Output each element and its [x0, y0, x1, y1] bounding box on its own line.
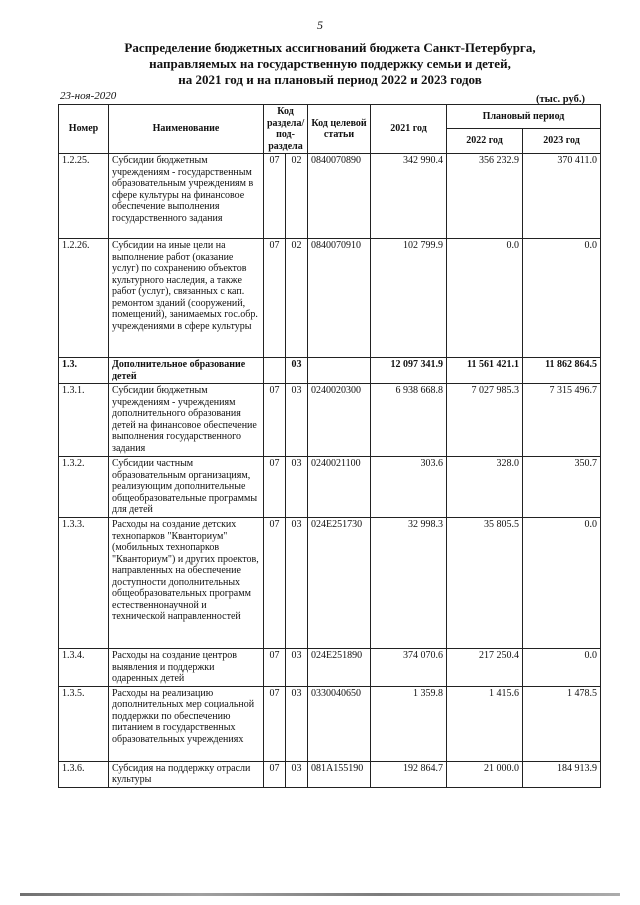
header-article: Код целевой статьи — [308, 105, 371, 154]
row-section: 07 — [264, 154, 286, 239]
row-name: Расходы на создание детских технопарков "Кванториум" (мобильных технопарков "Кванториум") и других проектов, направленных на обеспечение доступности дополнительных общеобразовательных программ естественнонаучной и технической направленностей — [109, 518, 264, 649]
title-line-1: Распределение бюджетных ассигнований бюджета Санкт-Петербурга, — [124, 40, 536, 55]
row-name: Субсидии частным образовательным организациям, реализующим дополнительные общеобразовательные программы для детей — [109, 457, 264, 518]
row-section: 07 — [264, 649, 286, 687]
row-value-2021: 1 359.8 — [371, 686, 447, 761]
row-article: 0840070910 — [308, 239, 371, 358]
scan-edge-line — [20, 893, 620, 896]
row-article: 0240021100 — [308, 457, 371, 518]
row-value-2022: 1 415.6 — [447, 686, 523, 761]
document-date: 23-ноя-2020 — [60, 90, 117, 102]
row-article: 0330040650 — [308, 686, 371, 761]
row-article: 0840070890 — [308, 154, 371, 239]
row-value-2023: 0.0 — [523, 239, 601, 358]
row-name: Субсидии на иные цели на выполнение работ (оказание услуг) по сохранению объектов культурного наследия, а также работ (услуг), связанных с кап. ремонтом зданий (сооружений, помещений), занимаемых гос.обр. учреждениями в сфере культуры — [109, 239, 264, 358]
row-value-2021: 6 938 668.8 — [371, 384, 447, 457]
row-number: 1.3.1. — [59, 384, 109, 457]
row-subsection: 03 — [286, 384, 308, 457]
header-planned-period: Плановый период — [447, 105, 601, 129]
row-value-2023: 370 411.0 — [523, 154, 601, 239]
row-section: 07 — [264, 457, 286, 518]
row-section: 07 — [264, 518, 286, 649]
document-title — [60, 40, 600, 88]
row-value-2023: 1 478.5 — [523, 686, 601, 761]
header-section: Код раздела/ под-раздела — [264, 105, 308, 154]
row-number: 1.2.26. — [59, 239, 109, 358]
row-number: 1.3.5. — [59, 686, 109, 761]
row-section: 07 — [264, 384, 286, 457]
row-value-2021: 32 998.3 — [371, 518, 447, 649]
table-row — [59, 239, 601, 358]
header-number: Номер — [59, 105, 109, 154]
row-number: 1.3.6. — [59, 761, 109, 787]
table-row — [59, 686, 601, 761]
row-value-2022: 217 250.4 — [447, 649, 523, 687]
table-row — [59, 518, 601, 649]
header-name: Наименование — [109, 105, 264, 154]
page-number: 5 — [317, 18, 323, 32]
title-line-2: направляемых на государственную поддержку семьи и детей, — [149, 56, 511, 71]
row-subsection: 03 — [286, 649, 308, 687]
row-value-2023: 7 315 496.7 — [523, 384, 601, 457]
table-row-section-total — [59, 358, 601, 384]
row-subsection: 03 — [286, 358, 308, 384]
row-value-2022: 21 000.0 — [447, 761, 523, 787]
table-row — [59, 154, 601, 239]
row-section: 07 — [264, 686, 286, 761]
row-value-2023: 0.0 — [523, 518, 601, 649]
row-value-2023: 350.7 — [523, 457, 601, 518]
row-value-2023: 11 862 864.5 — [523, 358, 601, 384]
row-article — [308, 358, 371, 384]
row-value-2023: 0.0 — [523, 649, 601, 687]
row-value-2021: 374 070.6 — [371, 649, 447, 687]
row-value-2021: 192 864.7 — [371, 761, 447, 787]
row-subsection: 03 — [286, 761, 308, 787]
row-value-2021: 12 097 341.9 — [371, 358, 447, 384]
row-subsection: 02 — [286, 239, 308, 358]
row-value-2022: 35 805.5 — [447, 518, 523, 649]
row-number: 1.2.25. — [59, 154, 109, 239]
row-name: Расходы на реализацию дополнительных мер социальной поддержки по обеспечению питанием в государственных образовательных учреждениях — [109, 686, 264, 761]
table-row — [59, 384, 601, 457]
row-value-2021: 102 799.9 — [371, 239, 447, 358]
row-subsection: 03 — [286, 518, 308, 649]
row-article: 024E251730 — [308, 518, 371, 649]
row-subsection: 03 — [286, 457, 308, 518]
row-article: 024E251890 — [308, 649, 371, 687]
header-2023: 2023 год — [523, 129, 601, 154]
row-section — [264, 358, 286, 384]
table-row — [59, 457, 601, 518]
units-label: (тыс. руб.) — [536, 94, 585, 105]
row-value-2023: 184 913.9 — [523, 761, 601, 787]
budget-table — [58, 104, 601, 788]
row-value-2022: 11 561 421.1 — [447, 358, 523, 384]
row-number: 1.3.3. — [59, 518, 109, 649]
table-row — [59, 761, 601, 787]
row-name: Дополнительное образование детей — [109, 358, 264, 384]
row-name: Субсидии бюджетным учреждениям - государственным образовательным учреждениям в сфере культуры на финансовое обеспечение выполнения государственного задания — [109, 154, 264, 239]
row-value-2021: 342 990.4 — [371, 154, 447, 239]
row-value-2022: 7 027 985.3 — [447, 384, 523, 457]
row-value-2022: 356 232.9 — [447, 154, 523, 239]
header-2022: 2022 год — [447, 129, 523, 154]
row-section: 07 — [264, 239, 286, 358]
row-number: 1.3. — [59, 358, 109, 384]
title-line-3: на 2021 год и на плановый период 2022 и 2023 годов — [178, 72, 482, 87]
row-number: 1.3.4. — [59, 649, 109, 687]
header-2021: 2021 год — [371, 105, 447, 154]
row-name: Субсидия на поддержку отрасли культуры — [109, 761, 264, 787]
row-article: 0240020300 — [308, 384, 371, 457]
row-subsection: 02 — [286, 154, 308, 239]
row-article: 081A155190 — [308, 761, 371, 787]
row-name: Расходы на создание центров выявления и поддержки одаренных детей — [109, 649, 264, 687]
row-value-2022: 328.0 — [447, 457, 523, 518]
row-subsection: 03 — [286, 686, 308, 761]
table-row — [59, 649, 601, 687]
row-value-2022: 0.0 — [447, 239, 523, 358]
row-value-2021: 303.6 — [371, 457, 447, 518]
row-section: 07 — [264, 761, 286, 787]
row-name: Субсидии бюджетным учреждениям - учреждениям дополнительного образования детей на финансовое обеспечение выполнения государственного задания — [109, 384, 264, 457]
row-number: 1.3.2. — [59, 457, 109, 518]
